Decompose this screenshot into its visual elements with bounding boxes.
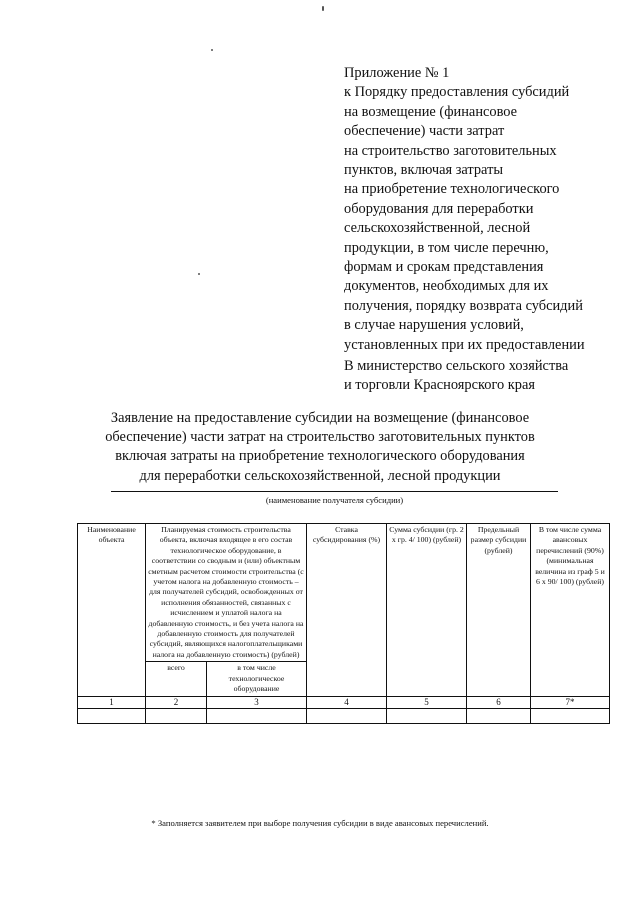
header-cost-total: всего [146, 662, 207, 696]
data-cell [531, 708, 610, 723]
annex-block [344, 64, 614, 355]
addressee-line: и торговли Красноярского края [344, 377, 535, 394]
title-line: Заявление на предоставление субсидии на возмещение (финансовое [110, 410, 530, 426]
header-max-subsidy: Предельный размер субсидии (рублей) [467, 524, 531, 697]
annex-line: установленных при их предоставлении [344, 336, 585, 353]
title-line: обеспечение) части затрат на строительство заготовительных пунктов [105, 429, 535, 446]
header-subsidy-sum: Сумма субсидии (гр. 2 х гр. 4/ 100) (рублей) [387, 524, 467, 697]
data-cell [467, 708, 531, 723]
addressee-line: В министерство сельского хозяйства [344, 358, 569, 374]
annex-line: на приобретение технологического [344, 181, 560, 198]
column-number: 3 [207, 696, 307, 708]
data-cell [78, 708, 146, 723]
header-planned-cost: Планируемая стоимость строительства объекта, включая входящее в его состав технологическое оборудование, в соответствии со сводным и (или) объектным сметным расчетом стоимости строительства (с учетом налога на добавленную стоимость – для получателей субсидий, освобожденных от исполнения обязанностей, связанных с исчислением и уплатой налога на добавленную стоимость, и без учета налога на добавленную стоимость для получателей субсидий, являющихся налогоплательщиками налога на добавленную стоимость) (рублей) [146, 524, 307, 662]
header-advance: В том числе сумма авансовых перечислений (90%) (минимальная величина из граф 5 и 6 х 90/ 100) (рублей) [531, 524, 610, 697]
title-line: для переработки сельскохозяйственной, лесной продукции [139, 467, 501, 484]
recipient-name-line [111, 491, 558, 492]
column-number: 6 [467, 696, 531, 708]
annex-line: сельскохозяйственной, лесной [344, 220, 531, 237]
header-cost-equipment: в том числе технологическое оборудование [207, 662, 307, 696]
table-header-row [78, 524, 610, 662]
annex-line: в случае нарушения условий, [344, 317, 524, 334]
annex-line: оборудования для переработки [344, 200, 534, 217]
addressee-block [344, 357, 614, 396]
annex-line: на строительство заготовительных [344, 142, 557, 159]
column-number: 2 [146, 696, 207, 708]
header-subsidy-rate: Ставка субсидирования (%) [307, 524, 387, 697]
annex-line: продукции, в том числе перечню, [344, 239, 549, 256]
title-line: включая затраты на приобретение технологического оборудования [115, 448, 525, 465]
scan-mark [211, 49, 213, 51]
column-number: 1 [78, 696, 146, 708]
table-data-row [78, 708, 610, 723]
table-number-row [78, 696, 610, 708]
annex-line: обеспечение) части затрат [344, 123, 505, 140]
recipient-caption: (наименование получателя субсидии) [265, 495, 404, 505]
subsidy-table [77, 523, 610, 724]
data-cell [146, 708, 207, 723]
annex-line: на возмещение (финансовое [344, 103, 518, 120]
annex-line: получения, порядку возврата субсидий [344, 297, 583, 314]
data-cell [307, 708, 387, 723]
annex-line: формам и срокам представления [344, 259, 544, 276]
annex-line: документов, необходимых для их [344, 278, 549, 295]
scan-mark [322, 6, 324, 11]
data-cell [207, 708, 307, 723]
column-number: 4 [307, 696, 387, 708]
annex-line: к Порядку предоставления субсидий [344, 84, 570, 101]
scan-mark [198, 273, 200, 275]
data-cell [387, 708, 467, 723]
footnote: * Заполняется заявителем при выборе получения субсидии в виде авансовых перечислений. [151, 818, 489, 828]
column-number: 5 [387, 696, 467, 708]
document-title [70, 409, 570, 486]
header-object: Наименование объекта [78, 524, 146, 697]
annex-line: Приложение № 1 [344, 65, 450, 81]
annex-line: пунктов, включая затраты [344, 162, 504, 179]
column-number: 7* [531, 696, 610, 708]
